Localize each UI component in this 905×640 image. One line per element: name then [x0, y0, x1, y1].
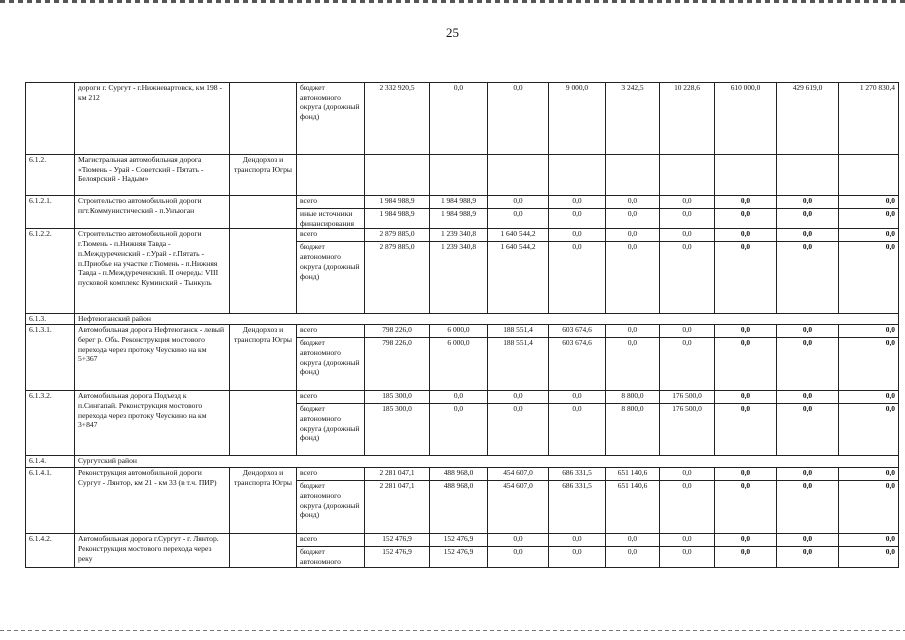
funding-source: бюджет автономного округа (дорожный фонд) — [297, 83, 365, 155]
amount-cell — [606, 155, 660, 196]
amount-cell: 2 879 885,0 — [365, 229, 430, 242]
item-code: 6.1.3.2. — [26, 391, 75, 456]
amount-cell: 686 331,5 — [549, 468, 606, 481]
amount-cell: 0,0 — [839, 391, 899, 404]
amount-cell: 1 640 544,2 — [488, 229, 549, 242]
amount-cell: 0,0 — [488, 547, 549, 567]
amount-cell: 686 331,5 — [549, 481, 606, 534]
amount-cell: 0,0 — [549, 242, 606, 314]
executor: Дендорхоз и транспорта Югры — [230, 468, 297, 534]
amount-cell: 0,0 — [839, 404, 899, 456]
amount-cell — [839, 155, 899, 196]
amount-cell: 0,0 — [839, 229, 899, 242]
amount-cell: 2 879 885,0 — [365, 242, 430, 314]
amount-cell: 152 476,9 — [430, 534, 488, 547]
amount-cell: 0,0 — [606, 229, 660, 242]
table-row — [26, 534, 899, 547]
amount-cell: 0,0 — [660, 468, 715, 481]
amount-cell: 8 800,0 — [606, 404, 660, 456]
amount-cell: 0,0 — [660, 534, 715, 547]
item-name: Строительство автомобильной дороги г.Тюмень - п.Нижняя Тавда - п.Междуреченский - г.Урай - г.Пятать - п.Приобье на участке г.Тюмень - п.Нижняя Тавда - п.Междуреченский. II очередь: VIII пусковой комплекс Куминский - Тынкуль — [75, 229, 230, 314]
funding-source: всего — [297, 468, 365, 481]
amount-cell: 0,0 — [777, 404, 839, 456]
amount-cell: 0,0 — [549, 209, 606, 229]
amount-cell: 0,0 — [715, 404, 777, 456]
item-code: 6.1.4.1. — [26, 468, 75, 534]
scan-bottom-edge — [0, 630, 905, 631]
item-code — [26, 83, 75, 155]
amount-cell: 0,0 — [660, 242, 715, 314]
amount-cell: 0,0 — [660, 338, 715, 391]
amount-cell: 8 800,0 — [606, 391, 660, 404]
amount-cell — [660, 155, 715, 196]
executor: Дендорхоз и транспорта Югры — [230, 155, 297, 196]
amount-cell: 0,0 — [660, 481, 715, 534]
section-title: Сургутский район — [75, 456, 899, 468]
amount-cell — [777, 155, 839, 196]
amount-cell: 0,0 — [606, 547, 660, 567]
amount-cell: 0,0 — [777, 209, 839, 229]
executor: Дендорхоз и транспорта Югры — [230, 325, 297, 391]
amount-cell: 454 607,0 — [488, 468, 549, 481]
amount-cell: 176 500,0 — [660, 404, 715, 456]
amount-cell: 1 239 340,8 — [430, 242, 488, 314]
funding-source: всего — [297, 534, 365, 547]
amount-cell: 0,0 — [777, 196, 839, 209]
amount-cell: 0,0 — [839, 468, 899, 481]
amount-cell: 0,0 — [606, 209, 660, 229]
amount-cell: 0,0 — [430, 83, 488, 155]
amount-cell: 185 300,0 — [365, 404, 430, 456]
amount-cell: 0,0 — [777, 481, 839, 534]
amount-cell: 1 270 830,4 — [839, 83, 899, 155]
amount-cell: 0,0 — [839, 481, 899, 534]
amount-cell: 188 551,4 — [488, 325, 549, 338]
item-name: Автомобильная дорога Подъезд к п.Сингапай. Реконструкция мостового перехода через протоку Чеускино на км 3+847 — [75, 391, 230, 456]
amount-cell: 185 300,0 — [365, 391, 430, 404]
amount-cell: 9 000,0 — [549, 83, 606, 155]
item-name: Магистральная автомобильная дорога «Тюмень - Урай - Советский - Пятать - Белоярский - Надым» — [75, 155, 230, 196]
amount-cell: 0,0 — [606, 242, 660, 314]
item-code: 6.1.2.1. — [26, 196, 75, 229]
executor — [230, 534, 297, 567]
item-code: 6.1.2.2. — [26, 229, 75, 314]
amount-cell: 0,0 — [715, 547, 777, 567]
amount-cell: 6 000,0 — [430, 338, 488, 391]
amount-cell: 0,0 — [549, 547, 606, 567]
amount-cell — [365, 155, 430, 196]
item-name: дороги г. Сургут - г.Нижневартовск, км 198 - км 212 — [75, 83, 230, 155]
amount-cell: 0,0 — [549, 404, 606, 456]
table-row — [26, 229, 899, 242]
amount-cell: 0,0 — [715, 242, 777, 314]
item-code: 6.1.4. — [26, 456, 75, 468]
amount-cell: 0,0 — [839, 242, 899, 314]
amount-cell — [549, 155, 606, 196]
amount-cell: 0,0 — [549, 229, 606, 242]
amount-cell: 188 551,4 — [488, 338, 549, 391]
funding-source: иные источники финансирования — [297, 209, 365, 229]
amount-cell: 488 968,0 — [430, 481, 488, 534]
amount-cell: 1 239 340,8 — [430, 229, 488, 242]
amount-cell: 0,0 — [549, 391, 606, 404]
executor — [230, 391, 297, 456]
amount-cell: 176 500,0 — [660, 391, 715, 404]
amount-cell: 1 984 988,9 — [430, 196, 488, 209]
amount-cell: 0,0 — [660, 229, 715, 242]
section-title: Нефтеюганский район — [75, 314, 899, 325]
page-number: 25 — [446, 25, 459, 40]
section-row — [26, 314, 899, 325]
funding-source: бюджет автономного округа (дорожный фонд) — [297, 242, 365, 314]
amount-cell: 0,0 — [777, 547, 839, 567]
funding-source: всего — [297, 391, 365, 404]
table-row — [26, 325, 899, 338]
amount-cell: 651 140,6 — [606, 468, 660, 481]
funding-source: всего — [297, 325, 365, 338]
amount-cell: 0,0 — [715, 468, 777, 481]
amount-cell: 0,0 — [606, 534, 660, 547]
amount-cell: 2 281 047,1 — [365, 481, 430, 534]
amount-cell: 0,0 — [715, 391, 777, 404]
amount-cell: 603 674,6 — [549, 325, 606, 338]
section-row — [26, 456, 899, 468]
table-row — [26, 83, 899, 155]
amount-cell: 0,0 — [606, 338, 660, 391]
item-name: Автомобильная дорога Нефтеюганск - левый берег р. Обь. Реконструкция мостового перехода через протоку Чеускино на км 5+367 — [75, 325, 230, 391]
amount-cell — [488, 155, 549, 196]
amount-cell: 10 228,6 — [660, 83, 715, 155]
amount-cell: 0,0 — [430, 404, 488, 456]
amount-cell: 0,0 — [839, 196, 899, 209]
item-code: 6.1.2. — [26, 155, 75, 196]
amount-cell: 0,0 — [839, 534, 899, 547]
amount-cell: 0,0 — [715, 481, 777, 534]
amount-cell: 488 968,0 — [430, 468, 488, 481]
amount-cell: 0,0 — [488, 83, 549, 155]
amount-cell: 0,0 — [715, 209, 777, 229]
amount-cell: 1 984 988,9 — [430, 209, 488, 229]
item-code: 6.1.4.2. — [26, 534, 75, 567]
amount-cell: 0,0 — [660, 547, 715, 567]
amount-cell: 0,0 — [715, 534, 777, 547]
amount-cell: 0,0 — [660, 325, 715, 338]
funding-source: бюджет автономного округа (дорожный фонд) — [297, 404, 365, 456]
amount-cell: 0,0 — [715, 325, 777, 338]
amount-cell: 0,0 — [715, 229, 777, 242]
amount-cell: 0,0 — [777, 468, 839, 481]
amount-cell: 603 674,6 — [549, 338, 606, 391]
funding-source: бюджет автономного округа (дорожный фонд) — [297, 481, 365, 534]
amount-cell: 0,0 — [839, 325, 899, 338]
amount-cell: 0,0 — [777, 534, 839, 547]
amount-cell: 1 984 988,9 — [365, 209, 430, 229]
amount-cell: 152 476,9 — [365, 547, 430, 567]
funding-source: бюджет автономного округа (дорожный фонд) — [297, 338, 365, 391]
table-row — [26, 468, 899, 481]
item-name: Автомобильная дорога г.Сургут - г. Лянтор. Реконструкция мостового перехода через реку — [75, 534, 230, 567]
amount-cell: 651 140,6 — [606, 481, 660, 534]
amount-cell: 798 226,0 — [365, 325, 430, 338]
amount-cell: 0,0 — [430, 391, 488, 404]
funding-source: всего — [297, 229, 365, 242]
table-row — [26, 155, 899, 196]
amount-cell: 2 332 920,5 — [365, 83, 430, 155]
amount-cell: 429 619,0 — [777, 83, 839, 155]
amount-cell: 0,0 — [549, 534, 606, 547]
amount-cell: 0,0 — [660, 209, 715, 229]
amount-cell: 152 476,9 — [365, 534, 430, 547]
amount-cell: 0,0 — [839, 338, 899, 391]
item-code: 6.1.3.1. — [26, 325, 75, 391]
amount-cell: 0,0 — [488, 209, 549, 229]
item-code: 6.1.3. — [26, 314, 75, 325]
table-row — [26, 196, 899, 209]
funding-source: бюджет автономного — [297, 547, 365, 567]
item-name: Строительство автомобильной дороги пгт.Коммунистический - п.Унъюган — [75, 196, 230, 229]
amount-cell: 0,0 — [839, 209, 899, 229]
scan-top-edge — [0, 0, 905, 3]
budget-table — [25, 82, 899, 568]
amount-cell — [715, 155, 777, 196]
amount-cell: 0,0 — [715, 338, 777, 391]
amount-cell: 0,0 — [777, 391, 839, 404]
amount-cell: 1 640 544,2 — [488, 242, 549, 314]
amount-cell: 0,0 — [777, 229, 839, 242]
amount-cell: 3 242,5 — [606, 83, 660, 155]
amount-cell: 0,0 — [488, 391, 549, 404]
amount-cell: 0,0 — [839, 547, 899, 567]
amount-cell: 0,0 — [777, 325, 839, 338]
amount-cell: 1 984 988,9 — [365, 196, 430, 209]
amount-cell: 0,0 — [660, 196, 715, 209]
funding-source: всего — [297, 196, 365, 209]
amount-cell: 0,0 — [715, 196, 777, 209]
amount-cell: 2 281 047,1 — [365, 468, 430, 481]
amount-cell: 0,0 — [606, 196, 660, 209]
amount-cell: 0,0 — [777, 242, 839, 314]
table-row — [26, 391, 899, 404]
amount-cell: 0,0 — [549, 196, 606, 209]
amount-cell: 0,0 — [777, 338, 839, 391]
amount-cell: 152 476,9 — [430, 547, 488, 567]
executor — [230, 229, 297, 314]
amount-cell — [430, 155, 488, 196]
executor — [230, 83, 297, 155]
funding-source — [297, 155, 365, 196]
amount-cell: 0,0 — [606, 325, 660, 338]
amount-cell: 610 000,0 — [715, 83, 777, 155]
item-name: Реконструкция автомобильной дороги Сургут - Лянтор, км 21 - км 33 (в т.ч. ПИР) — [75, 468, 230, 534]
executor — [230, 196, 297, 229]
amount-cell: 454 607,0 — [488, 481, 549, 534]
amount-cell: 0,0 — [488, 404, 549, 456]
amount-cell: 0,0 — [488, 196, 549, 209]
amount-cell: 0,0 — [488, 534, 549, 547]
amount-cell: 6 000,0 — [430, 325, 488, 338]
amount-cell: 798 226,0 — [365, 338, 430, 391]
